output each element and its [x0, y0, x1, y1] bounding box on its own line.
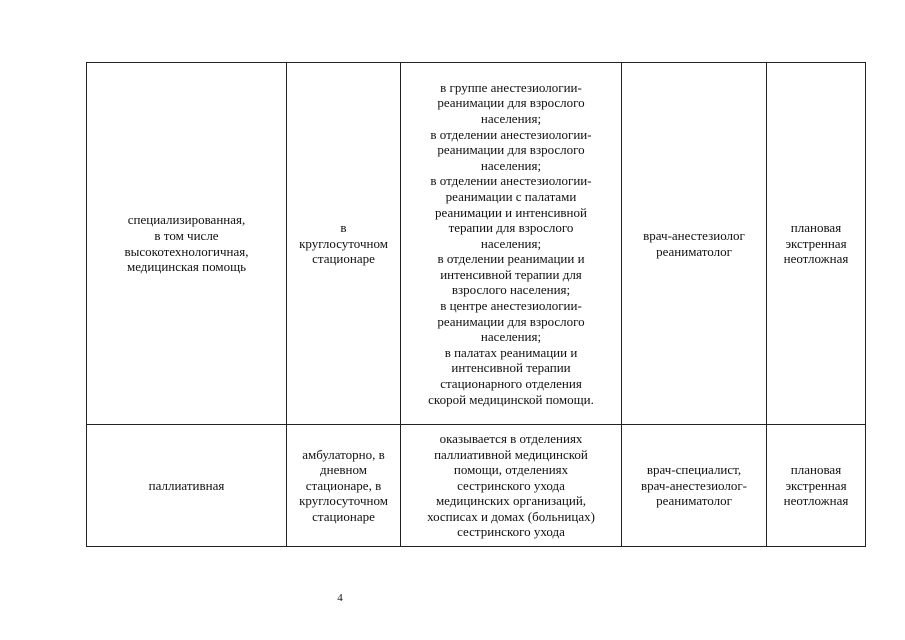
care-place-text [404, 80, 618, 407]
text-line: медицинская помощь [126, 259, 247, 275]
text-line: интенсивной терапии [451, 360, 571, 376]
text-line: в [340, 220, 347, 236]
specialist-cell [622, 63, 767, 425]
care-conditions-cell [287, 63, 401, 425]
text-line: населения; [480, 235, 542, 251]
specialist-text [625, 228, 763, 259]
care-form-cell [767, 425, 866, 547]
text-line: интенсивной терапии для [440, 266, 582, 282]
text-line: стационаре [312, 508, 375, 524]
text-line: реаниматолог [656, 243, 732, 259]
text-line: в группе анестезиологии- [440, 79, 582, 95]
text-line: неотложная [783, 251, 849, 267]
text-line: реанимации для взрослого [437, 142, 585, 158]
text-line: паллиативной медицинской [434, 446, 588, 462]
text-line: экстренная [785, 477, 847, 493]
text-line: в отделении анестезиологии- [430, 173, 592, 189]
text-line: реанимации и интенсивной [435, 204, 587, 220]
table-row [87, 63, 866, 425]
care-place-cell [401, 425, 622, 547]
text-line: стационаре, в [305, 477, 382, 493]
text-line: стационарного отделения [440, 376, 582, 392]
text-line: в центре анестезиологии- [440, 298, 582, 314]
text-line: плановая [790, 462, 842, 478]
care-place-cell [401, 63, 622, 425]
text-line: реанимации для взрослого [437, 313, 585, 329]
text-line: населения; [480, 157, 542, 173]
text-line: в отделении реанимации и [437, 251, 585, 267]
text-line: амбулаторно, в [302, 446, 385, 462]
text-line: взрослого населения; [451, 282, 571, 298]
text-line: специализированная, [127, 212, 246, 228]
care-type-cell [87, 63, 287, 425]
text-line: помощи, отделениях [453, 462, 569, 478]
care-type-cell [87, 425, 287, 547]
care-type-text [90, 478, 283, 494]
text-line: реанимации для взрослого [437, 95, 585, 111]
specialist-cell [622, 425, 767, 547]
text-line: дневном [320, 462, 367, 478]
text-line: неотложная [783, 493, 849, 509]
text-line: плановая [790, 220, 842, 236]
text-line: врач-анестезиолог [643, 227, 745, 243]
text-line: сестринского ухода [457, 477, 565, 493]
care-form-cell [767, 63, 866, 425]
text-line: сестринского ухода [457, 524, 565, 540]
text-line: в том числе [154, 227, 219, 243]
text-line: скорой медицинской помощи. [428, 391, 594, 407]
care-conditions-text [290, 447, 397, 525]
text-line: врач-специалист, [646, 462, 742, 478]
care-place-text [404, 431, 618, 540]
text-line: населения; [480, 329, 542, 345]
specialist-text [625, 462, 763, 509]
text-line: в отделении анестезиологии- [430, 126, 592, 142]
care-type-text [90, 212, 283, 274]
text-line: реанимации с палатами [445, 188, 577, 204]
page-number: 4 [337, 592, 343, 604]
medical-care-table [86, 62, 866, 547]
text-line: терапии для взрослого [448, 220, 574, 236]
text-line: паллиативная [148, 477, 225, 493]
care-conditions-text [290, 220, 397, 267]
text-line: медицинских организаций, [435, 493, 587, 509]
text-line: в палатах реанимации и [444, 344, 578, 360]
text-line: высокотехнологичная, [124, 243, 249, 259]
text-line: реаниматолог [656, 493, 732, 509]
text-line: врач-анестезиолог- [640, 477, 748, 493]
text-line: экстренная [785, 235, 847, 251]
care-conditions-cell [287, 425, 401, 547]
text-line: хосписах и домах (больницах) [427, 508, 595, 524]
text-line: круглосуточном [299, 235, 388, 251]
text-line: населения; [480, 110, 542, 126]
text-line: оказывается в отделениях [439, 430, 583, 446]
care-form-text [770, 462, 862, 509]
table-row [87, 425, 866, 547]
care-form-text [770, 220, 862, 267]
text-line: круглосуточном [299, 493, 388, 509]
text-line: стационаре [312, 251, 375, 267]
